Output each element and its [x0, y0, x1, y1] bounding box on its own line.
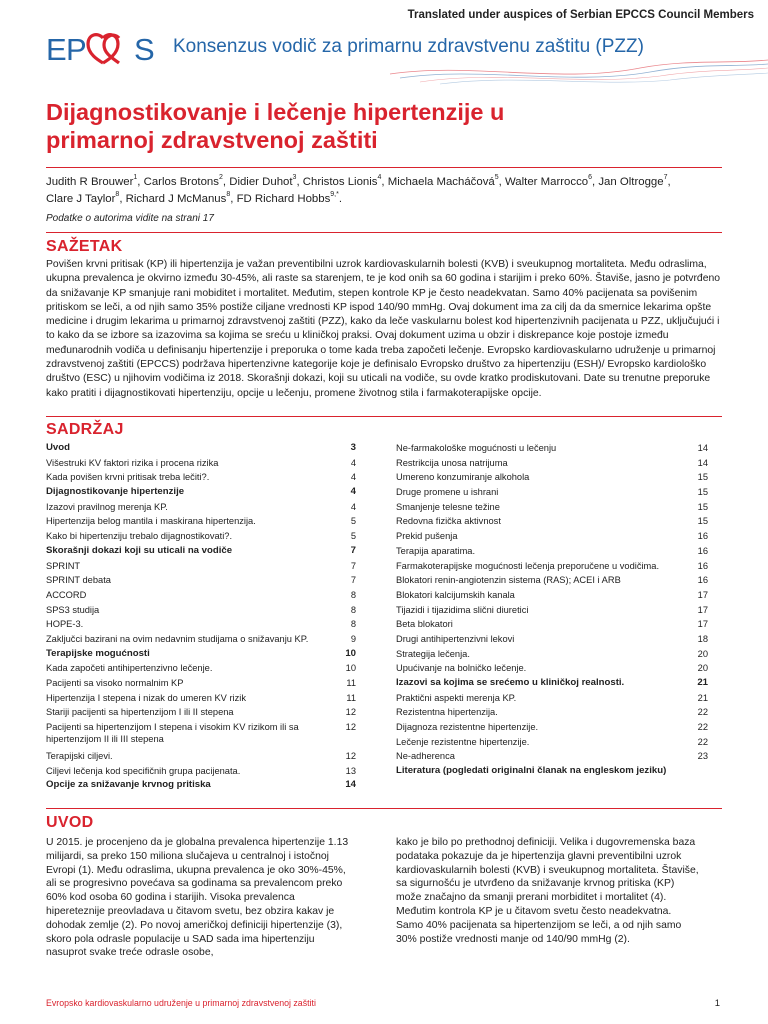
author-list: Judith R Brouwer$^1$, Carlos Brotons$^2$, Didier Duhot$^3$, Christos Lionis$^4$, Michaela Macháčová$^5$, Walter Marrocco$^6$, Jan Oltrogge$^7$, Clare J Taylor$^8$, Richard J McManus$^8$, FD Richard Hobbs$^{9,*}$.: [46, 174, 671, 205]
toc-entry-label: Kako bi hipertenziju trebalo dijagnostikovati?.: [46, 531, 233, 542]
toc-entry[interactable]: [396, 560, 708, 575]
title-rule: [46, 167, 722, 168]
author-superscript: 5: [494, 174, 499, 181]
toc-entry[interactable]: [46, 618, 356, 633]
toc-entry-page: 11: [346, 692, 356, 703]
toc-entry-page: 14: [697, 457, 708, 468]
section-rule-intro: [46, 808, 722, 809]
toc-entry[interactable]: [46, 471, 356, 486]
toc-entry[interactable]: [396, 457, 708, 472]
toc-entry-page: 23: [697, 751, 708, 762]
toc-entry-page: 12: [345, 751, 356, 762]
logo-letter-e: E: [46, 32, 67, 66]
toc-entry-label: Zaključci bazirani na ovim nedavnim studijama o snižavanju KP.: [46, 633, 309, 644]
author: Richard J McManus: [125, 192, 227, 205]
toc-entry-label: Stariji pacijenti sa hipertenzijom I ili II stepena: [46, 707, 234, 718]
toc-entry-page: 21: [697, 692, 708, 703]
toc-entry[interactable]: [46, 442, 356, 457]
toc-entry-label: Tijazidi i tijazidima slični diuretici: [396, 604, 529, 615]
toc-entry-page: 4: [350, 457, 356, 468]
toc-entry-page: 20: [697, 663, 708, 674]
toc-entry-page: 14: [697, 443, 708, 453]
toc-entry[interactable]: [46, 706, 356, 721]
toc-entry-page: 17: [697, 589, 708, 600]
toc-entry-label: ACCORD: [46, 589, 87, 600]
toc-entry[interactable]: [396, 677, 708, 692]
toc-entry[interactable]: [396, 486, 708, 501]
toc-entry[interactable]: [396, 750, 708, 765]
toc-entry[interactable]: [46, 633, 356, 648]
toc-entry-page: 13: [345, 765, 356, 776]
toc-heading: SADRŽAJ: [46, 421, 124, 438]
toc-entry-label: Hipertenzija I stepena i nizak do umeren KV rizik: [46, 692, 246, 703]
toc-entry[interactable]: [46, 574, 356, 589]
toc-entry-label: Drugi antihipertenzivni lekovi: [396, 633, 515, 644]
author-superscript: 8: [115, 190, 120, 198]
author-superscript: 1: [133, 174, 138, 181]
toc-entry[interactable]: [46, 545, 356, 560]
toc-entry-label: Redovna fizička aktivnost: [396, 516, 501, 527]
toc-entry[interactable]: [396, 662, 708, 677]
toc-entry-label: Literatura (pogledati originalni članak na engleskom jeziku): [396, 765, 667, 777]
toc-entry-label: Terapijske mogućnosti: [46, 647, 150, 659]
page-number: 1: [714, 998, 720, 1009]
toc-entry-page: 7: [350, 544, 356, 556]
author: Judith R Brouwer: [46, 176, 134, 188]
toc-entry-label: Dijagnostikovanje hipertenzije: [46, 486, 185, 498]
top-note: Translated under auspices of Serbian EPCCS Council Members: [407, 9, 754, 21]
toc-entry-page: 17: [697, 604, 708, 615]
toc-entry[interactable]: [396, 765, 708, 780]
toc-entry[interactable]: [396, 589, 708, 604]
toc-entry-page: 20: [697, 648, 708, 659]
toc-entry-label: Izazovi pravilnog merenja KP.: [46, 501, 168, 512]
toc-entry-label: Smanjenje telesne težine: [396, 501, 500, 512]
author: Clare J Taylor: [46, 192, 116, 205]
toc-entry-page: 16: [697, 560, 708, 571]
author: Jan Oltrogge: [598, 176, 664, 188]
toc-entry-label: Upućivanje na bolničko lečenje.: [396, 663, 527, 674]
toc-entry[interactable]: [396, 633, 708, 648]
author: Didier Duhot: [229, 176, 293, 188]
author: Christos Lionis: [302, 176, 378, 188]
author-superscript: 3: [292, 174, 297, 181]
toc-entry-page: 15: [697, 487, 708, 498]
toc-entry-label: Prekid pušenja: [396, 531, 458, 542]
toc-left-column: [46, 442, 356, 794]
toc-entry-page: 16: [697, 575, 708, 586]
intro-column-left: U 2015. je procenjeno da je globalna prevalenca hipertenzije 1.13 milijardi, sa preko 150 miliona slučajeva u centralnoj i istočnoj Evropi (1). Među odraslima, ukupna prevalenca je oko 30%-45%, ali se progresivno povećava sa godinama sa prevalencom preko 60% kod osoba 60 godina i starijih. Visoka prevalenca hipereteznije preovladava u čitavom svetu, bez obzira kakav je dohodak zemlje (2). Po novoj američkoj definiciji hipertenzije (3), skoro pola odrasle populacije u SAD sada ima hipertenziju nasuprot svake treće odrasle osobe,: [46, 837, 349, 959]
toc-entry[interactable]: [396, 501, 708, 516]
author: Walter Marrocco: [504, 176, 589, 188]
title-line-2: primarnoj zdravstvenoj zaštiti: [46, 127, 378, 153]
toc-entry-page: 7: [350, 575, 356, 586]
toc-entry-page: 8: [350, 619, 356, 630]
toc-entry-label: Uvod: [46, 442, 70, 453]
toc-entry[interactable]: [46, 721, 356, 750]
toc-entry-label: Kada povišen krvni pritisak treba lečiti?.: [46, 472, 210, 483]
toc-entry-label: Strategija lečenja.: [396, 648, 470, 659]
toc-entry-label: Terapija aparatima.: [396, 545, 476, 556]
toc-entry-page: 4: [350, 472, 356, 483]
toc-entry-page: 3: [350, 442, 356, 453]
toc-entry-page: 15: [697, 472, 708, 483]
toc-entry[interactable]: [396, 515, 708, 530]
toc-entry-page: 5: [350, 531, 356, 542]
toc-entry-page: 10: [345, 663, 356, 674]
toc-entry-label: Dijagnoza rezistentne hipertenzije.: [396, 722, 539, 733]
affiliation-note: Podatke o autorima vidite na strani 17: [46, 213, 214, 224]
intro-column-right: kako je bilo po prethodnoj definiciji. Velika i dugovremenska baza podataka pokazuje da je hipertenzija glavni preventibilni uzrok kardiovaskularnih bolesti (KVB) i sveukupnog mortaliteta. Štaviše, sa sigurnošću je utvrđeno da snižavanje krvnog pritiska (KP) može značajno da smanji prerani morbiditet i mortalitet (4). Međutim kontrola KP je u čitavom svetu često neadekvatna. Samo 40% pacijenata sa hipertenzijom se leči, a od njih samo 30% postiže vrednosti manje od 140/90 mmHg (2).: [396, 837, 699, 945]
author-superscript: 4: [377, 174, 382, 181]
toc-entry-page: 9: [350, 633, 356, 644]
toc-entry-page: 22: [697, 707, 708, 718]
toc-entry[interactable]: [46, 765, 356, 780]
author: FD Richard Hobbs: [236, 192, 331, 205]
toc-entry-label: Blokatori kalcijumskih kanala: [396, 589, 515, 600]
toc-entry[interactable]: [396, 618, 708, 633]
toc-entry-label: Hipertenzija belog mantila i maskirana hipertenzija.: [46, 516, 256, 527]
toc-entry-label: SPRINT: [46, 560, 81, 571]
toc-entry-page: 11: [346, 678, 356, 688]
guide-subtitle: Konsenzus vodič za primarnu zdravstvenu zaštitu (PZZ): [173, 36, 644, 57]
author-superscript: 8: [226, 190, 231, 198]
toc-entry-page: 22: [697, 736, 708, 747]
toc-entry-label: Farmakoterapijske mogućnosti lečenja preporučene u vodičima.: [396, 560, 660, 571]
toc-entry[interactable]: [396, 692, 708, 707]
toc-entry-page: 12: [345, 707, 356, 718]
toc-entry-label: SPS3 studija: [46, 604, 100, 615]
toc-entry-label: Ne-adherenca: [396, 751, 455, 762]
section-rule-abstract: [46, 232, 722, 233]
toc-entry-label: Praktični aspekti merenja KP.: [396, 692, 517, 703]
toc-entry-page: 8: [350, 589, 356, 600]
toc-entry[interactable]: [396, 574, 708, 589]
toc-entry[interactable]: [396, 706, 708, 721]
toc-entry-page: 15: [697, 501, 708, 512]
footer-organization: Evropsko kardiovaskularno udruženje u primarnoj zdravstvenoj zaštiti: [46, 998, 316, 1008]
author: Michaela Macháčová: [387, 176, 495, 188]
toc-entry-page: 12: [345, 722, 356, 733]
toc-entry-page: 4: [350, 486, 356, 498]
page-title: [46, 98, 726, 154]
toc-entry[interactable]: [396, 545, 708, 560]
author-superscript: 9,*: [330, 190, 339, 198]
toc-entry[interactable]: [46, 457, 356, 472]
abstract-heading: SAŽETAK: [46, 238, 123, 255]
toc-entry-label: Rezistentna hipertenzija.: [396, 707, 498, 718]
toc-entry-page: 7: [350, 560, 356, 571]
toc-entry-label: Umereno konzumiranje alkohola: [396, 472, 530, 483]
toc-entry-label: Druge promene u ishrani: [396, 487, 499, 498]
section-rule-toc: [46, 416, 722, 417]
toc-entry[interactable]: [46, 501, 356, 516]
logo-letter-p: P: [66, 32, 87, 66]
toc-entry[interactable]: [396, 648, 708, 663]
toc-entry[interactable]: [396, 604, 708, 619]
toc-entry-label: Terapijski ciljevi.: [46, 751, 113, 762]
toc-entry-label: Izazovi sa kojima se srećemo u kliničkoj realnosti.: [396, 677, 625, 688]
intro-heading: UVOD: [46, 814, 94, 831]
toc-entry-label: HOPE-3.: [46, 619, 84, 630]
toc-entry-label: Restrikcija unosa natrijuma: [396, 457, 508, 468]
toc-entry-page: 22: [697, 722, 708, 733]
toc-entry-page: 16: [697, 545, 708, 556]
toc-entry-label: Kada započeti antihipertenzivno lečenje.: [46, 663, 213, 674]
toc-entry-page: 8: [350, 604, 356, 615]
toc-entry-page: 17: [697, 619, 708, 630]
toc-entry-page: 16: [697, 531, 708, 542]
author: Carlos Brotons: [143, 176, 219, 188]
toc-entry[interactable]: [46, 486, 356, 501]
toc-entry-label: Blokatori renin-angiotenzin sistema (RAS); ACEI i ARB: [396, 575, 621, 586]
toc-entry[interactable]: [396, 530, 708, 545]
author-superscript: 6: [588, 174, 593, 181]
title-line-1: Dijagnostikovanje i lečenje hipertenzije u: [46, 99, 505, 125]
toc-entry-label: Pacijenti sa visoko normalnim KP: [46, 678, 184, 688]
logo-letter-s: S: [134, 32, 155, 66]
toc-entry-label: Skorašnji dokazi koji su uticali na vodiče: [46, 544, 233, 556]
toc-entry[interactable]: [46, 604, 356, 619]
toc-entry-label: Lečenje rezistentne hipertenzije.: [396, 736, 530, 747]
author-superscript: 7: [663, 174, 668, 181]
toc-entry[interactable]: [396, 721, 708, 736]
toc-entry-label: SPRINT debata: [46, 575, 111, 586]
toc-entry[interactable]: [46, 560, 356, 575]
toc-entry[interactable]: [46, 589, 356, 604]
toc-entry[interactable]: [46, 662, 356, 677]
toc-entry[interactable]: [46, 779, 356, 794]
toc-entry-page: 5: [350, 516, 356, 527]
toc-entry[interactable]: [46, 648, 356, 663]
toc-entry[interactable]: [396, 442, 708, 457]
toc-entry-label: Ne-farmakološke mogućnosti u lečenju: [396, 443, 557, 453]
toc-entry[interactable]: [46, 515, 356, 530]
toc-entry-page: 21: [697, 677, 708, 688]
toc-entry[interactable]: [46, 750, 356, 765]
toc-entry-page: 18: [697, 633, 708, 644]
toc-entry[interactable]: [396, 736, 708, 751]
toc-entry-label: Ciljevi lečenja kod specifičnih grupa pacijenata.: [46, 765, 241, 776]
toc-right-column: [396, 442, 708, 780]
decorative-waves: [0, 54, 768, 88]
toc-entry[interactable]: [46, 677, 356, 692]
toc-entry[interactable]: [46, 530, 356, 545]
toc-entry-label: Opcije za snižavanje krvnog pritiska: [46, 779, 211, 791]
toc-entry[interactable]: [46, 692, 356, 707]
toc-entry-label: Višestruki KV faktori rizika i procena rizika: [46, 457, 219, 468]
toc-entry-page: 15: [697, 516, 708, 527]
abstract-text: Povišen krvni pritisak (KP) ili hipertenzija je važan preventibilni uzrok kardiovaskularnih bolesti (KVB) i sveukupnog mortaliteta. Među odraslima, ukupna prevalenca je okvirno između 30-45%, ali raste sa starenjem, te je kod onih sa 60 godina i starijim i preko 60%. Štaviše, jasno je potvrđeno da snižavanje KP smanjuje rani mobiditet i mortalitet. Međutim, stepen kontrole KP je često neadekvatan. Samo 40% pacijenata sa povišenim pritiskom se leči, a od njih samo 35% postiže ciljane vrednosti KP ispod 140/90 mmHg. Ovaj dokument ima za cilj da da smernice lekarima opšte medicine i drugim lekarima u primarnoj zdravstvenoj zaštiti (PZZ), kako da leče vaskularnu bolest kod hipertenzivnih pacijenata u PZZ, uključujući i to kako da se izbore sa izazovima sa kojima se sreću u kliničkoj praksi. Ovaj dokument uzima u obzir i diskrepance koje postoje između međunarodnih vodiča u definisanju hipertenzije i preporuka o tome kada treba započeti lečenje. Evropsko kardiovaskularno udruženje u primarnoj zdravstvenoj zaštiti (EPCCS) podržava hipertenzivne kategorije koje je definisalo Evropsko društvo za hipertenziju (ESH)/ Evropsko kardiološko društvo (ESC) u njihovim vodičima iz 2018. Skorašnji dokazi, koji su uticali na vodiče, su ovde kratko prodiskutovani. Date su trenutne preporuke kako pratiti i dijagnostikovati hipertenziju, opcije u lečenju, promene životnog stila i farmakoterapijske opcije.: [46, 259, 721, 399]
toc-entry-label: Pacijenti sa hipertenzijom I stepena i visokim KV rizikom ili sa hipertenzijom II ili III stepena: [46, 722, 299, 745]
toc-entry-page: 10: [345, 647, 356, 659]
toc-entry-page: 4: [350, 501, 356, 512]
toc-entry[interactable]: [396, 471, 708, 486]
author-superscript: 2: [218, 174, 223, 181]
toc-entry-page: 14: [345, 779, 356, 791]
toc-entry-label: Beta blokatori: [396, 619, 453, 630]
